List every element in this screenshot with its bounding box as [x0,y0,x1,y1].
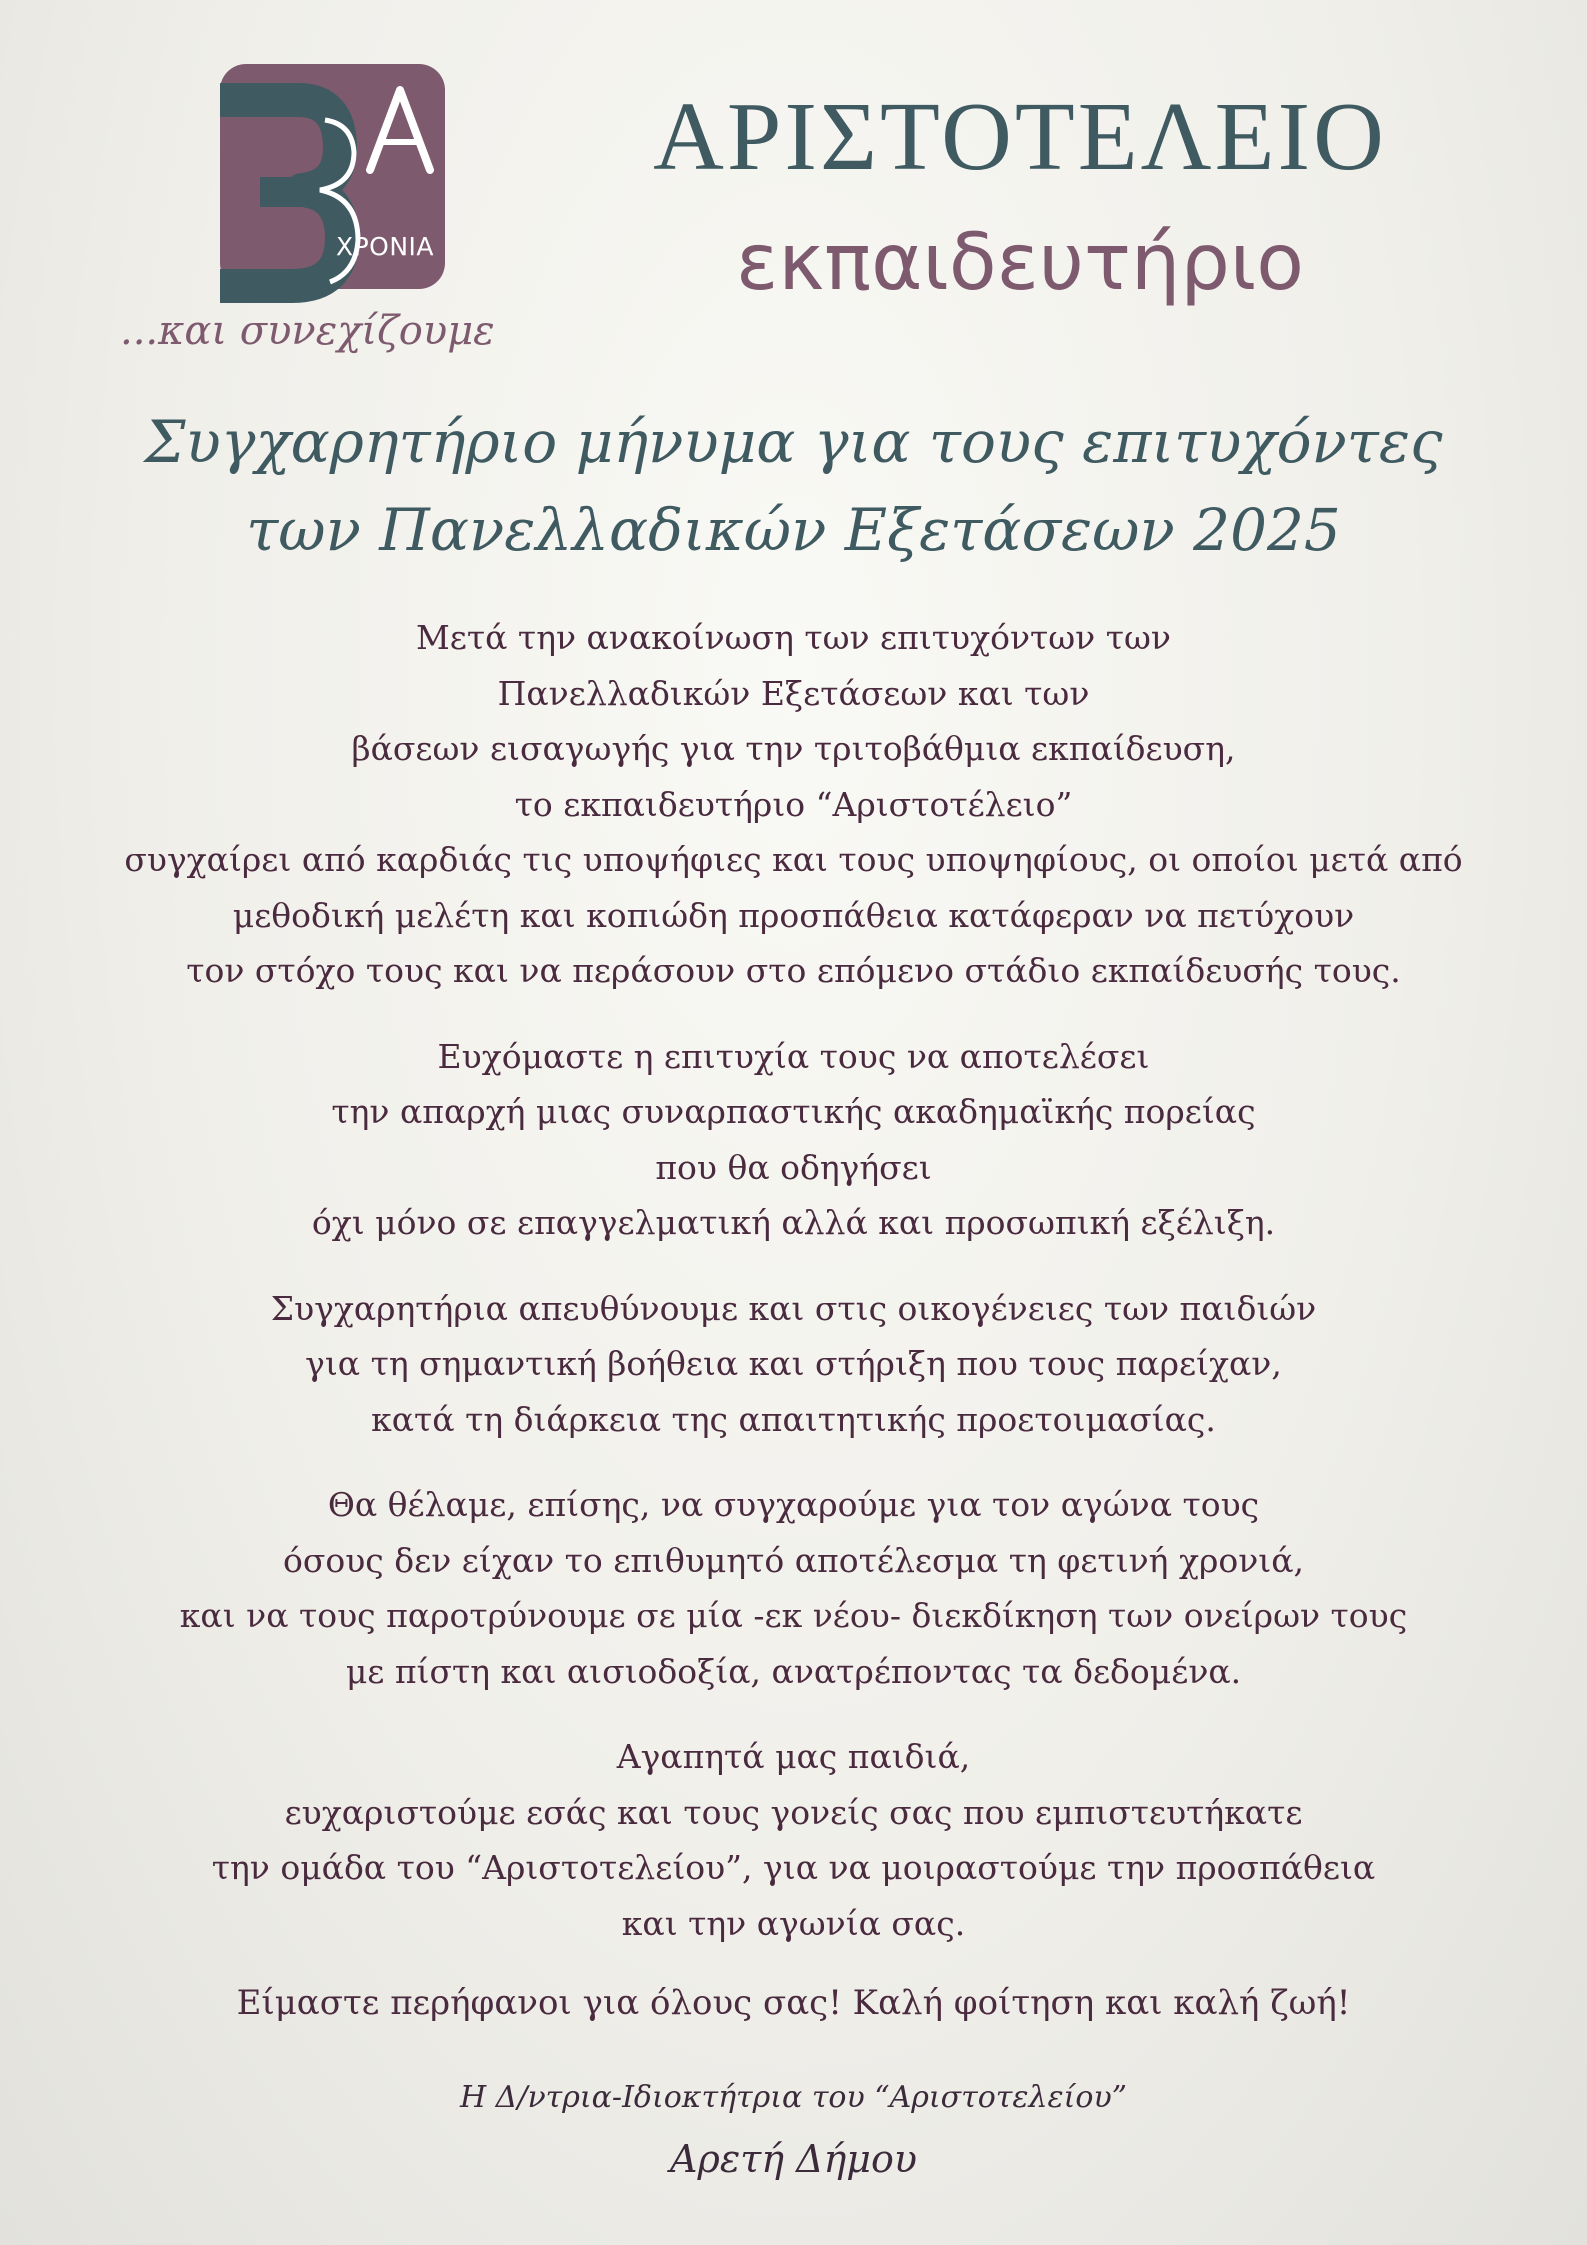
body-line: μεθοδική μελέτη και κοπιώδη προσπάθεια κατάφεραν να πετύχουν [232,895,1355,935]
body-line: με πίστη και αισιοδοξία, ανατρέποντας τα δεδομένα. [345,1651,1242,1691]
tagline: ...και συνεχίζουμε [120,308,495,354]
signature-block [40,2068,1547,2190]
body-line: και την αγωνία σας. [621,1903,966,1943]
body-line: Αγαπητά μας παιδιά, [616,1737,971,1776]
signature-role: Η Δ/ντρια-Ιδιοκτήτρια του “Αριστοτελείου” [459,2080,1128,2115]
body-line: την απαρχή μιας συναρπαστικής ακαδημαϊκής πορείας [331,1092,1256,1131]
body-line: το εκπαιδευτήριο “Αριστοτέλειο” [514,784,1073,824]
body-line: βάσεων εισαγωγής για την τριτοβάθμια εκπαίδευση, [351,729,1236,768]
body-line: για τη σημαντική βοήθεια και στήριξη που τους παρείχαν, [305,1344,1282,1383]
paragraph-congratulations [40,610,1547,999]
body-line: όσους δεν είχαν το επιθυμητό αποτέλεσμα τη φετινή χρονιά, [282,1540,1304,1580]
paragraph-thanks [40,1729,1547,1951]
logo-years-label: ΧΡΟΝΙΑ [335,232,435,261]
body-line: Συγχαρητήρια απευθύνουμε και στις οικογένειες των παιδιών [270,1288,1317,1328]
body-line: συγχαίρει από καρδιάς τις υποψήφιες και τους υποψηφίους, οι οποίοι μετά από [124,840,1463,879]
headline-line-2: των Πανελλαδικών Εξετάσεων 2025 [246,496,1341,564]
body-line: την ομάδα του “Αριστοτελείου”, για να μοιραστούμε την προσπάθεια [211,1848,1376,1887]
body-line: κατά τη διάρκεια της απαιτητικής προετοιμασίας. [371,1399,1216,1439]
body-line: και να τους παροτρύνουμε σε μία -εκ νέου- διεκδίκηση των ονείρων τους [179,1596,1408,1635]
body-line: τον στόχο τους και να περάσουν στο επόμενο στάδιο εκπαίδευσής τους. [186,951,1401,990]
paragraph-families [40,1281,1547,1448]
paragraph-wishes [40,1029,1547,1251]
body-line: Ευχόμαστε η επιτυχία τους να αποτελέσει [437,1036,1150,1076]
logo-mark-icon [120,60,450,320]
body-line: όχι μόνο σε επαγγελματική αλλά και προσωπική εξέλιξη. [311,1203,1276,1242]
body-line: Μετά την ανακοίνωση των επιτυχόντων των [416,618,1171,657]
closing-line: Είμαστε περήφανοι για όλους σας! Καλή φοίτηση και καλή ζωή! [236,1983,1351,2023]
message-body [40,610,1547,1981]
paragraph-encouragement [40,1477,1547,1699]
body-line: που θα οδηγήσει [655,1147,932,1187]
brand-subtitle: εκπαιδευτήριο [736,218,1304,308]
headline [80,398,1507,574]
body-line: Πανελλαδικών Εξετάσεων και των [497,673,1090,713]
brand-title: ΑΡΙΣΤΟΤΕΛΕΙΟ [653,83,1387,191]
signature-name: Αρετή Δήμου [670,2137,917,2181]
headline-line-1: Συγχαρητήριο μήνυμα για τους επιτυχόντες [144,408,1443,476]
logo [120,60,450,320]
body-line: ευχαριστούμε εσάς και τους γονείς σας που εμπιστευτήκατε [284,1792,1303,1832]
body-line: Θα θέλαμε, επίσης, να συγχαρούμε για τον αγώνα τους [327,1485,1260,1524]
